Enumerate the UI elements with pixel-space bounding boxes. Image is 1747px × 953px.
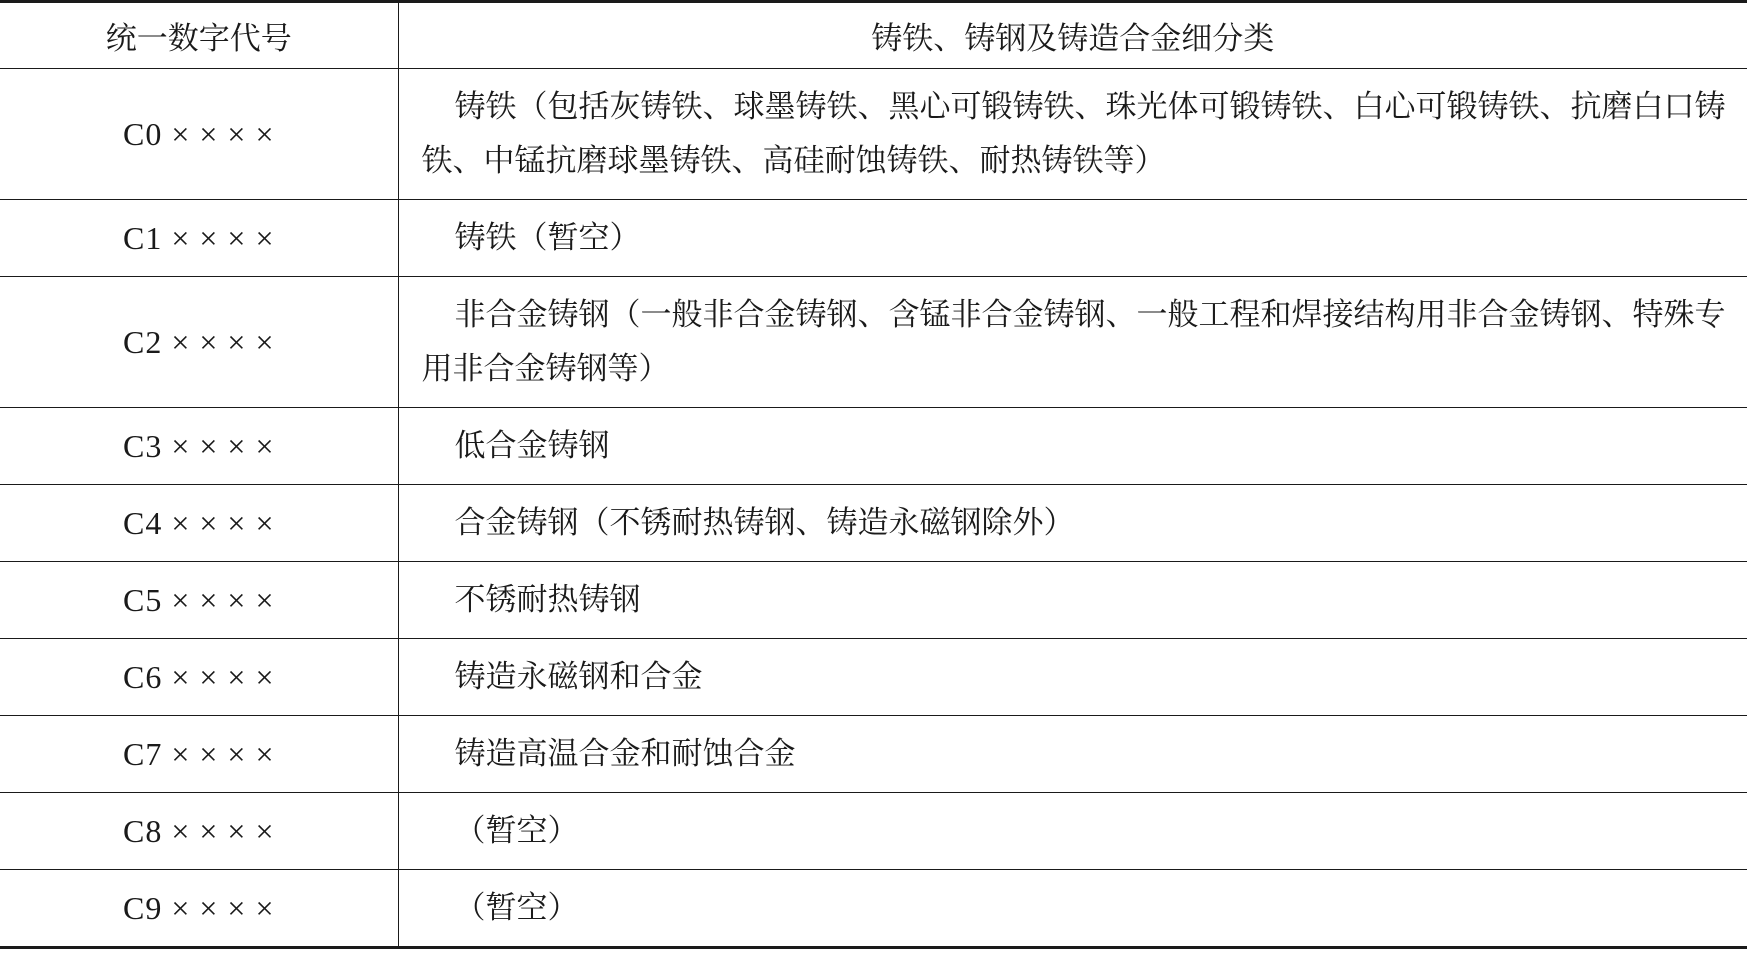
table-row — [0, 716, 1747, 793]
row-code: C5 × × × × — [0, 562, 398, 639]
row-category: 低合金铸钢 — [398, 408, 1747, 485]
header-row — [0, 2, 1747, 69]
row-code: C7 × × × × — [0, 716, 398, 793]
header-category: 铸铁、铸钢及铸造合金细分类 — [398, 2, 1747, 69]
row-code: C4 × × × × — [0, 485, 398, 562]
table-row — [0, 562, 1747, 639]
row-code: C8 × × × × — [0, 793, 398, 870]
row-category: 铸造永磁钢和合金 — [398, 639, 1747, 716]
row-category: 非合金铸钢（一般非合金铸钢、含锰非合金铸钢、一般工程和焊接结构用非合金铸钢、特殊专用非合金铸钢等） — [398, 277, 1747, 408]
table-row — [0, 200, 1747, 277]
table-row — [0, 870, 1747, 948]
row-category: （暂空） — [398, 793, 1747, 870]
table-row — [0, 69, 1747, 200]
header-code: 统一数字代号 — [0, 2, 398, 69]
row-code: C1 × × × × — [0, 200, 398, 277]
table-header — [0, 2, 1747, 69]
row-code: C6 × × × × — [0, 639, 398, 716]
row-category: 不锈耐热铸钢 — [398, 562, 1747, 639]
table-row — [0, 639, 1747, 716]
table-row — [0, 485, 1747, 562]
row-category: 铸铁（包括灰铸铁、球墨铸铁、黑心可锻铸铁、珠光体可锻铸铁、白心可锻铸铁、抗磨白口铸铁、中锰抗磨球墨铸铁、高硅耐蚀铸铁、耐热铸铁等） — [398, 69, 1747, 200]
table-row — [0, 408, 1747, 485]
table-row — [0, 277, 1747, 408]
row-category: 铸造高温合金和耐蚀合金 — [398, 716, 1747, 793]
row-category: 合金铸钢（不锈耐热铸钢、铸造永磁钢除外） — [398, 485, 1747, 562]
row-code: C0 × × × × — [0, 69, 398, 200]
row-category: 铸铁（暂空） — [398, 200, 1747, 277]
table-row — [0, 793, 1747, 870]
row-code: C3 × × × × — [0, 408, 398, 485]
table-body — [0, 69, 1747, 948]
row-code: C9 × × × × — [0, 870, 398, 948]
row-code: C2 × × × × — [0, 277, 398, 408]
row-category: （暂空） — [398, 870, 1747, 948]
